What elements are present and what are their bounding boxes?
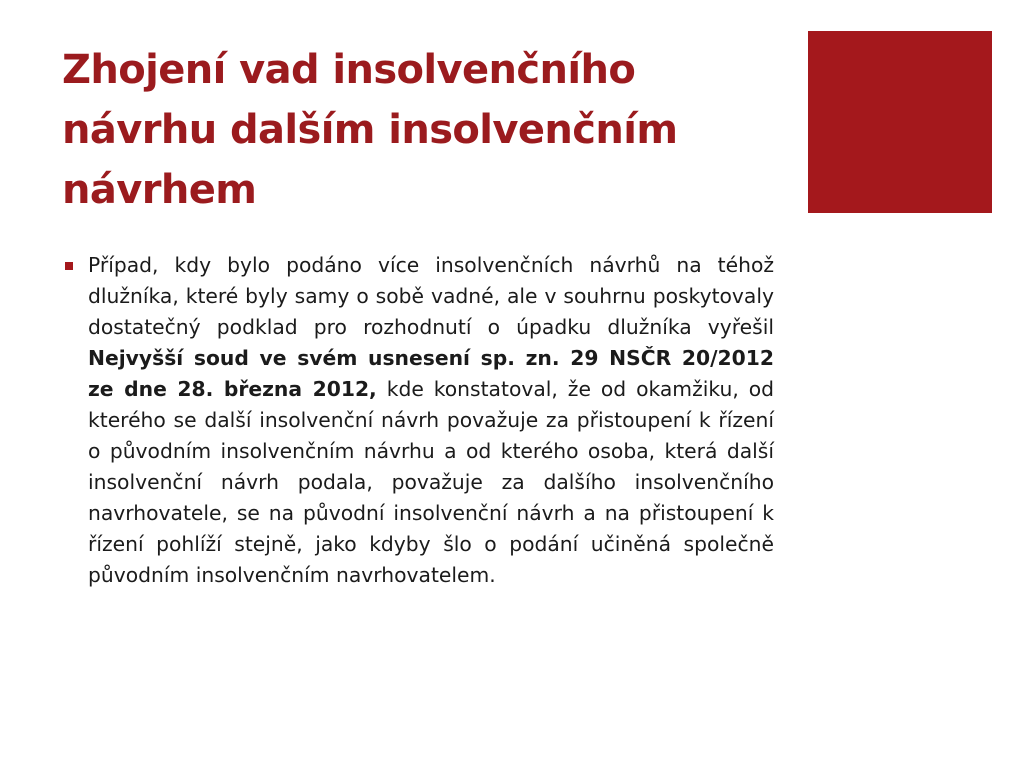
bullet-text-part-2: kde konstatoval, že od okamžiku, od kterého se další insolvenční návrh považuje za přistoupení k řízení o původním insolvenčním návrhu a od kterého osoba, která další insolvenční návrh podala, považuje za dalšího insolvenčního navrhovatele, se na původní insolvenční návrh a na přistoupení k řízení pohlíží stejně, jako kdyby šlo o podání učiněná společně původním insolvenčním navrhovatelem.: [88, 377, 774, 587]
accent-block: [808, 31, 992, 213]
slide-content: [62, 250, 774, 591]
bullet-text: [88, 250, 774, 591]
bullet-text-citation: Nejvyšší soud ve svém usnesení sp. zn. 29 NSČR 20/2012 ze dne 28. března 2012,: [88, 346, 774, 401]
bullet-text-part-1: Případ, kdy bylo podáno více insolvenčních návrhů na téhož dlužníka, které byly samy o sobě vadné, ale v souhrnu poskytovaly dostatečný podklad pro rozhodnutí o úpadku dlužníka vyřešil: [88, 253, 774, 339]
square-bullet-icon: [65, 262, 73, 270]
bullet-item: [62, 250, 774, 591]
slide-title: Zhojení vad insolvenčního návrhu dalším insolvenčním návrhem: [62, 47, 678, 213]
